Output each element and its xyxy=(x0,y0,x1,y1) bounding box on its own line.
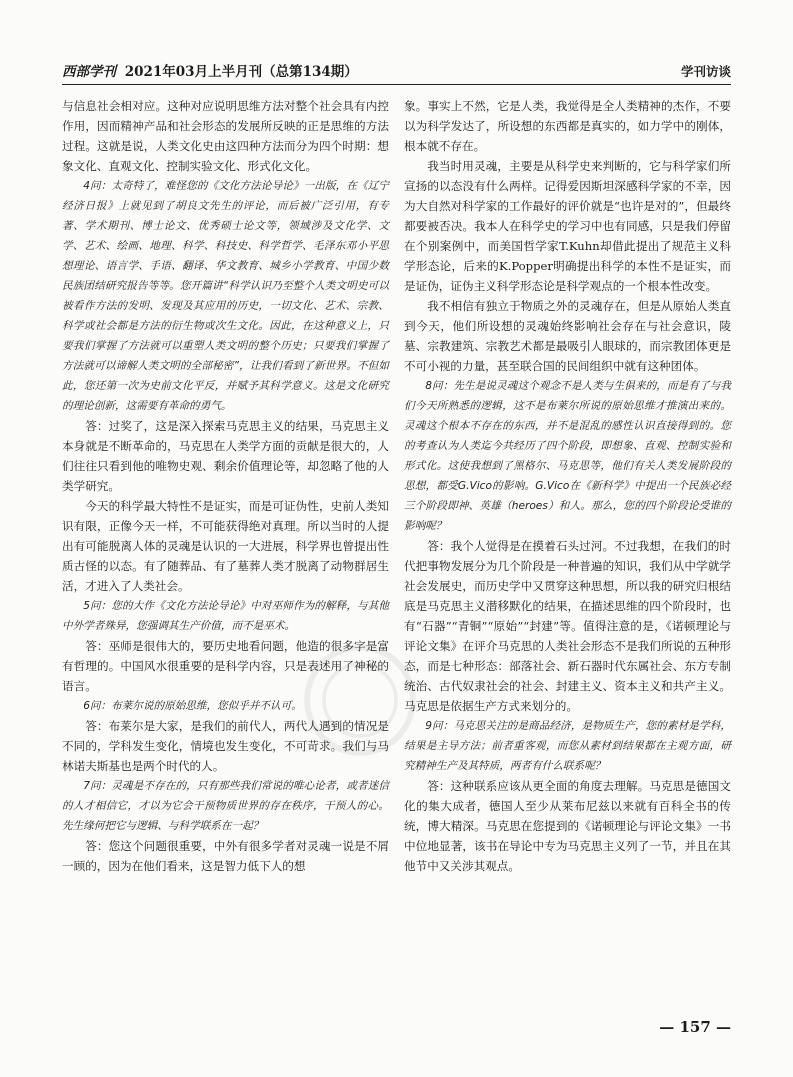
answer-paragraph: 答：布莱尔是大家，是我们的前代人，两代人遇到的情况是不同的，学科发生变化，情境也发生变化，不可苛求。我们与马林诺夫斯基也是两个时代的人。 xyxy=(62,719,389,773)
answer-paragraph: 答：过奖了，这是深入探索马克思主义的结果，马克思主义本身就是不断革命的，马克思在人类学方面的贡献是很大的，人们往往只看到他的唯物史观、剩余价值理论等，却忽略了他的人类学研究。 xyxy=(62,419,389,493)
answer-paragraph: 今天的科学最大特性不是证实，而是可证伪性，史前人类知识有限，正像今天一样，不可能获得绝对真理。所以当时的人提出有可能脱离人体的灵魂是认识的一大进展，科学界也曾提出性质古怪的以态。有了随葬品、有了墓葬人类才脱离了动物群居生活，才进入了人类社会。 xyxy=(62,499,389,593)
page-number: — 157 — xyxy=(659,1018,731,1036)
section-title: 学刊访谈 xyxy=(680,64,731,79)
page-header xyxy=(62,58,731,85)
question-paragraph: 9问：马克思关注的是商品经济，是物质生产，您的素材是学科，结果是主导方法；前者重客观，而您从素材到结果都在主观方面，研究精神生产及其特质，两者有什么联系呢？ xyxy=(404,720,731,772)
continued-paragraph: 与信息社会相对应。这种对应说明思维方法对整个社会具有内控作用，因而精神产品和社会形态的发展所反映的正是思维的方法过程。这就是说，人类文化史由这四种方法而分为四个时期：想象文化、直观文化、控制实验文化、形式化文化。 xyxy=(62,99,389,173)
answer-paragraph: 我不相信有独立于物质之外的灵魂存在，但是从原始人类直到今天，他们所设想的灵魂始终影响社会存在与社会意识，陵墓、宗教建筑、宗教艺术都是最吸引人眼球的，而宗教团体更是不可小视的力量，甚至联合国的民间组织中就有这种团体。 xyxy=(404,299,731,373)
answer-paragraph: 答：这种联系应该从更全面的角度去理解。马克思是德国文化的集大成者，德国人至少从莱布尼兹以来就有百科全书的传统，博大精深。马克思在您提到的《诺顿理论与评论文集》一书中位地显著，该书在导论中专为马克思主义列了一节，并且在其他节中又关涉其观点。 xyxy=(404,779,731,873)
answer-paragraph: 我当时用灵魂，主要是从科学史来判断的，它与科学家们所宣扬的以态没有什么两样。记得爱因斯坦深感科学家的不幸，因为大自然对科学家的工作最好的评价就是“也许是对的”，但最终都要被否决。我本人在科学史的学习中也有同感，只是我们停留在个别案例中，而美国哲学家T.Kuhn却借此提出了规范主义科学形态论，后来的K.Popper明确提出科学的本性不是证实，而是证伪，证伪主义科学形态论是科学观点的一个根本性改变。 xyxy=(404,159,731,293)
right-column xyxy=(404,96,731,876)
question-paragraph: 7问：灵魂是不存在的，只有那些我们常说的唯心论者，或者迷信的人才相信它，才以为它会干预物质世界的存在秩序，干预人的心。先生缘何把它与逻辑、与科学联系在一起？ xyxy=(62,780,389,832)
continued-paragraph: 象。事实上不然，它是人类，我觉得是全人类精神的杰作，不要以为科学发达了，所设想的东西都是真实的，如力学中的刚体，根本就不存在。 xyxy=(404,99,731,153)
answer-paragraph: 答：我个人觉得是在摸着石头过河。不过我想，在我们的时代把事物发展分为几个阶段是一种普遍的知识，我们从中学就学社会发展史，而历史学中又贯穿这种思想，所以我的研究归根结底是马克思主义潜移默化的结果，在描述思维的四个阶段时，也有“石器”“青铜”“原始”“封建”等。值得注意的是，《诺顿理论与评论文集》在评介马克思的人类社会形态不是我们所说的五种形态，而是七种形态：部落社会、新石器时代东属社会、东方专制统治、古代奴隶社会的社会、封建主义、资本主义和共产主义。马克思是依据生产方式来划分的。 xyxy=(404,539,731,713)
answer-paragraph: 答：巫师是很伟大的，要历史地看问题，他造的很多字是富有哲理的。中国风水很重要的是科学内容，只是表述用了神秘的语言。 xyxy=(62,639,389,693)
masthead xyxy=(62,60,358,80)
watermark-seal xyxy=(300,640,420,760)
question-paragraph: 4问：太奇特了，难怪您的《文化方法论导论》一出版，在《辽宁经济日报》上就见到了胡良文先生的评论，而后被广泛引用，有专著、学术期刊、博士论文、优秀硕士论文等，领域涉及文化学、文学、艺术、绘画、地理、科学、科技史、科学哲学、毛泽东邓小平思想理论、语言学、手语、翻译、华文教育、城乡小学教育、中国少数民族团结研究报告等等。您开篇讲“科学认识乃至整个人类文明史可以被看作方法的发明、发现及其应用的历史，一切文化、艺术、宗教、科学或社会都是方法的衍生物或次生文化。因此，在这种意义上，只要我们掌握了方法就可以重塑人类文明的整个历史；只要我们掌握了方法就可以谛解人类文明的全部秘密”，让我们看到了新世界。不但如此，您还第一次为史前文化平反，并赋予其科学意义。这是文化研究的理论创新，这需要有革命的勇气。 xyxy=(62,180,389,412)
issue-info: 2021年03月上半月刊（总第134期） xyxy=(124,64,358,80)
question-paragraph: 8问：先生是说灵魂这个观念不是人类与生俱来的，而是有了与我们今天所熟悉的逻辑，这不是布莱尔所说的原始思维才推演出来的。灵魂这个根本不存在的东西，并不是混乱的感性认识直接得到的。您的考查认为人类迄今共经历了四个阶段，即想象、直观、控制实验和形式化。这使我想到了黑格尔、马克思等，他们有关人类发展阶段的思想，都受G.Vico的影响。G.Vico在《新科学》中提出一个民族必经三个阶段即神、英雄（heroes）和人。那么，您的四个阶段论受谁的影响呢？ xyxy=(404,380,731,532)
journal-title: 西部学刊 xyxy=(62,64,116,80)
question-paragraph: 5问：您的大作《文化方法论导论》中对巫师作为的解释，与其他中外学者殊异，您强调其生产价值，而不是巫术。 xyxy=(62,600,389,632)
answer-paragraph: 答：您这个问题很重要，中外有很多学者对灵魂一说是不屑一顾的，因为在他们看来，这是智力低下人的想 xyxy=(62,839,389,873)
question-paragraph: 6问：布莱尔说的原始思维，您似乎并不认可。 xyxy=(83,700,302,712)
